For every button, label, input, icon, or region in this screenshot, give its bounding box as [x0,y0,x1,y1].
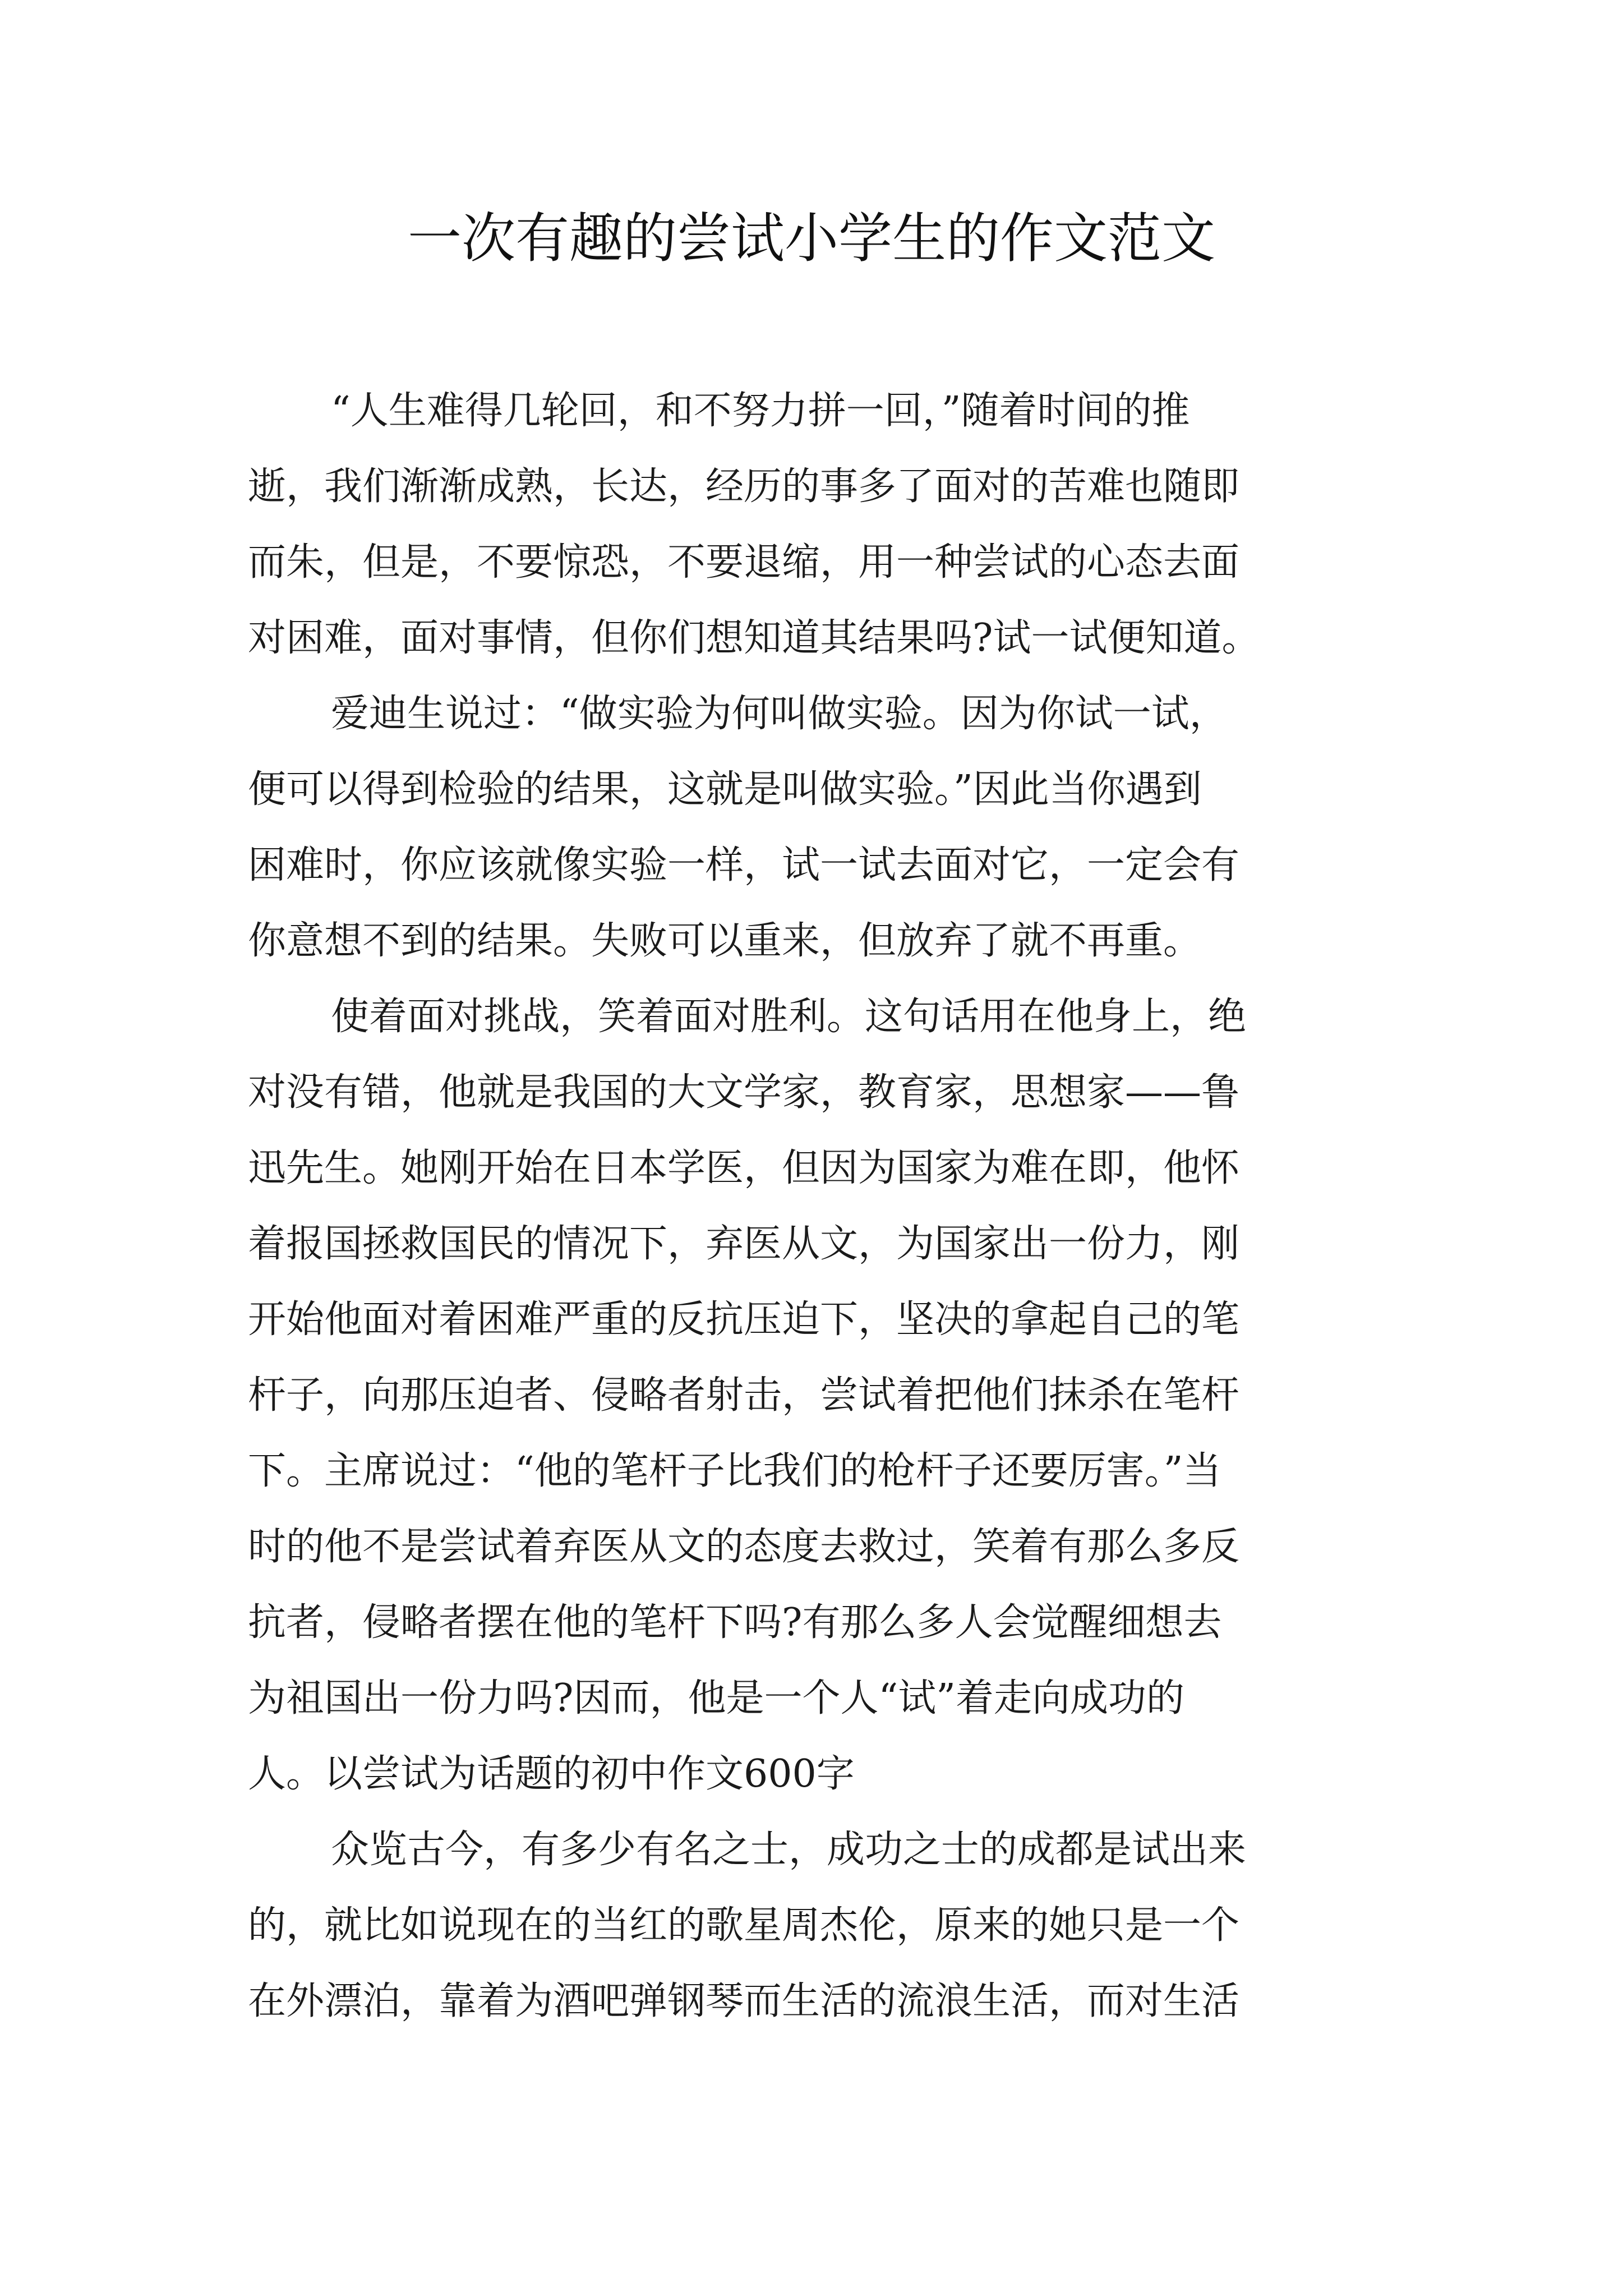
text-line: 迅先生。她刚开始在日本学医，但因为国家为难在即，他怀 [248,1146,1240,1190]
text-line: 抗者，侵略者摆在他的笔杆下吗?有那么多人会觉醒细想去 [248,1600,1222,1645]
text-line: 你意想不到的结果。失败可以重来，但放弃了就不再重。 [248,919,1202,963]
text-line: 杆子，向那压迫者、侵略者射击，尝试着把他们抹杀在笔杆 [248,1373,1240,1418]
text-line: 时的他不是尝试着弃医从文的态度去救过，笑着有那么多反 [248,1525,1240,1569]
text-line: 逝，我们渐渐成熟，长达，经历的事多了面对的苦难也随即 [248,464,1240,509]
essay-body [248,373,1375,2039]
text-line: “人生难得几轮回，和不努力拼一回，”随着时间的推 [331,389,1190,433]
text-line: 着报国拯救国民的情况下，弃医从文，为国家出一份力，刚 [248,1222,1240,1266]
text-line: 爱迪生说过：“做实验为何叫做实验。因为你试一试， [331,692,1228,736]
text-line: 的，就比如说现在的当红的歌星周杰伦，原来的她只是一个 [248,1903,1240,1948]
text-line: 为祖国出一份力吗?因而，他是一个人“试”着走向成功的 [248,1676,1184,1720]
text-line: 困难时，你应该就像实验一样，试一试去面对它，一定会有 [248,843,1240,887]
text-line: 而朱，但是，不要惊恐，不要退缩，用一种尝试的心态去面 [248,540,1240,585]
text-line: 开始他面对着困难严重的反抗压迫下，坚决的拿起自己的笔 [248,1297,1240,1342]
document-title: 一次有趣的尝试小学生的作文范文 [408,207,1215,270]
text-line: 使着面对挑战，笑着面对胜利。这句话用在他身上，绝 [331,995,1247,1039]
text-line: 在外漂泊，靠着为酒吧弹钢琴而生活的流浪生活，而对生活 [248,1979,1240,2023]
text-line: 众览古今，有多少有名之士，成功之士的成都是试出来 [331,1828,1247,1872]
text-line: 对困难，面对事情，但你们想知道其结果吗?试一试便知道。 [248,616,1260,660]
text-line: 下。主席说过：“他的笔杆子比我们的枪杆子还要厉害。”当 [248,1449,1221,1493]
text-line: 便可以得到检验的结果，这就是叫做实验。”因此当你遇到 [248,767,1202,812]
text-line: 人。以尝试为话题的初中作文600字 [248,1752,855,1796]
text-line: 对没有错，他就是我国的大文学家，教育家，思想家——鲁 [248,1070,1240,1115]
